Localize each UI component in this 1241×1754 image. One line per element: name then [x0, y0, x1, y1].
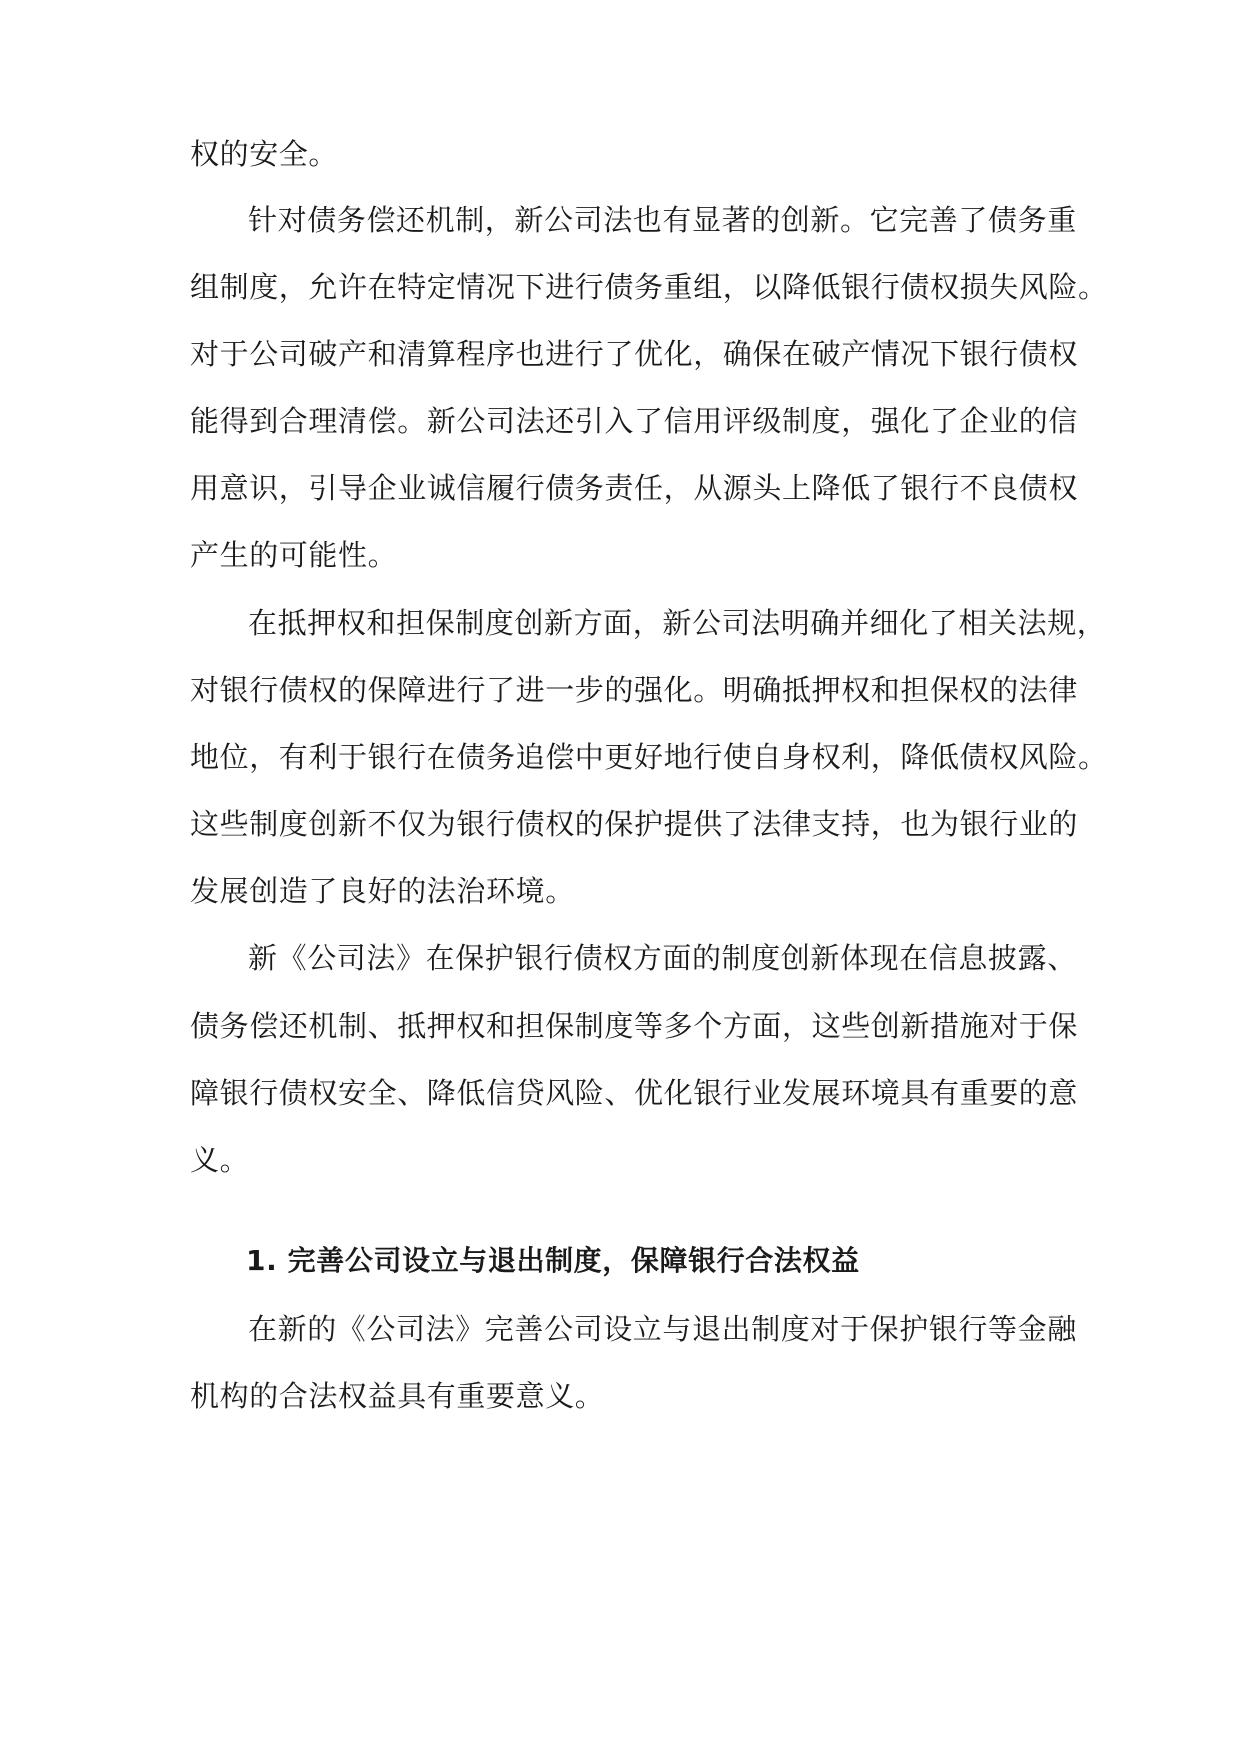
paragraph-line: 对银行债权的保障进行了进一步的强化。明确抵押权和担保权的法律 [190, 673, 1079, 707]
paragraph-line: 地位，有利于银行在债务追偿中更好地行使自身权利，降低债权风险。 [190, 740, 1108, 774]
paragraph-line: 债务偿还机制、抵押权和担保制度等多个方面，这些创新措施对于保 [190, 1009, 1079, 1043]
paragraph-line: 障银行债权安全、降低信贷风险、优化银行业发展环境具有重要的意 [190, 1076, 1079, 1110]
section-heading: 1. 完善公司设立与退出制度，保障银行合法权益 [246, 1244, 860, 1277]
paragraph-line: 产生的可能性。 [190, 538, 398, 572]
paragraph-line: 在新的《公司法》完善公司设立与退出制度对于保护银行等金融 [248, 1312, 1077, 1346]
paragraph-line: 能得到合理清偿。新公司法还引入了信用评级制度，强化了企业的信 [190, 404, 1079, 438]
paragraph-line: 发展创造了良好的法治环境。 [190, 874, 575, 908]
paragraph-line: 这些制度创新不仅为银行债权的保护提供了法律支持，也为银行业的 [190, 807, 1079, 841]
paragraph-line: 针对债务偿还机制，新公司法也有显著的创新。它完善了债务重 [248, 203, 1077, 237]
paragraph-line: 新《公司法》在保护银行债权方面的制度创新体现在信息披露、 [248, 941, 1077, 975]
paragraph-line: 在抵押权和担保制度创新方面，新公司法明确并细化了相关法规， [248, 606, 1107, 640]
paragraph-line: 义。 [190, 1143, 250, 1177]
paragraph-line: 权的安全。 [190, 137, 339, 171]
paragraph-line: 组制度，允许在特定情况下进行债务重组，以降低银行债权损失风险。 [190, 270, 1108, 304]
paragraph-line: 对于公司破产和清算程序也进行了优化，确保在破产情况下银行债权 [190, 337, 1079, 371]
paragraph-line: 用意识，引导企业诚信履行债务责任，从源头上降低了银行不良债权 [190, 471, 1079, 505]
paragraph-line: 机构的合法权益具有重要意义。 [190, 1379, 605, 1413]
